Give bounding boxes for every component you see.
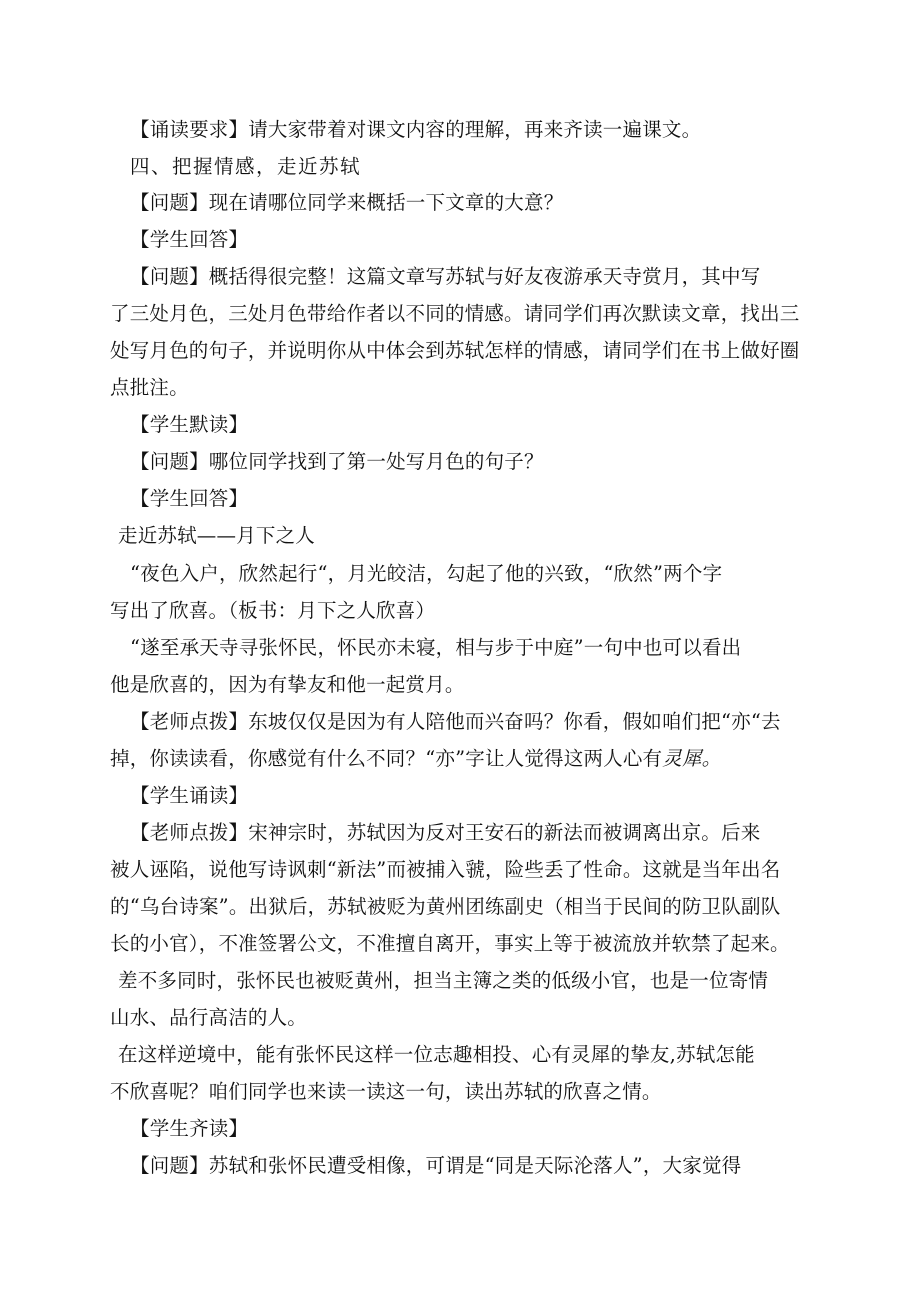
- section-heading: 四、把握情感，走近苏轼: [130, 155, 362, 178]
- paragraph-line: 【问题】现在请哪位同学来概括一下文章的大意？: [130, 191, 564, 214]
- paragraph-line: [110, 747, 721, 771]
- paragraph-line: “遂至承天寺寻张怀民，怀民亦未寝，相与步于中庭”一句中也可以看出: [130, 636, 742, 659]
- paragraph-line: 他是欣喜的，因为有挚友和他一起赏月。: [110, 673, 465, 696]
- paragraph-line: 差不多同时，张怀民也被贬黄州，担当主簿之类的低级小官，也是一位寄情: [118, 969, 769, 992]
- paragraph-line: 不欣喜呢？咱们同学也来读一读这一句，读出苏轼的欣喜之情。: [110, 1080, 662, 1103]
- paragraph-line: 【老师点拨】宋神宗时，苏轼因为反对王安石的新法而被调离出京。后来: [130, 821, 761, 844]
- paragraph-line: 【老师点拨】东坡仅仅是因为有人陪他而兴奋吗？你看，假如咱们把“亦“去: [130, 710, 781, 733]
- paragraph-line: 【学生齐读】: [130, 1117, 249, 1140]
- paragraph-line: 处写月色的句子，并说明你从中体会到苏轼怎样的情感，请同学们在书上做好圈: [110, 339, 800, 362]
- paragraph-line: 的“乌台诗案”。出狱后，苏轼被贬为黄州团练副史（相当于民间的防卫队副队: [110, 895, 781, 918]
- subheading-line: 走近苏轼——月下之人: [118, 524, 316, 547]
- paragraph-line: “夜色入户，欣然起行“，月光皎洁，勾起了他的兴致，“欣然”两个字: [130, 562, 723, 585]
- paragraph-line: 【问题】哪位同学找到了第一处写月色的句子？: [130, 450, 544, 473]
- paragraph-line: 【学生回答】: [130, 228, 249, 251]
- paragraph-line: 【学生诵读】: [130, 784, 249, 807]
- paragraph-line: 【学生默读】: [130, 413, 249, 436]
- paragraph-line-text: 掉，你读读看，你感觉有什么不同？“亦”字让人觉得这两人心有: [110, 747, 663, 770]
- reading-requirement-line: 【诵读要求】请大家带着对课文内容的理解，再来齐读一遍课文。: [130, 118, 702, 141]
- paragraph-line: 【问题】苏轼和张怀民遭受相像，可谓是“同是天际沦落人”，大家觉得: [130, 1154, 742, 1177]
- paragraph-line: 在这样逆境中，能有张怀民这样一位志趣相投、心有灵犀的挚友,苏轼怎能: [118, 1043, 755, 1066]
- paragraph-line: 写出了欣喜。（板书：月下之人欣喜）: [110, 599, 436, 622]
- paragraph-line: 【学生回答】: [130, 487, 249, 510]
- paragraph-line: 【问题】概括得很完整！这篇文章写苏轼与好友夜游承天寺赏月，其中写: [130, 265, 761, 288]
- paragraph-line: 山水、品行高洁的人。: [110, 1006, 308, 1029]
- paragraph-line: 长的小官），不准签署公文，不准擅自离开，事实上等于被流放并软禁了起来。: [110, 932, 790, 955]
- paragraph-line: 了三处月色，三处月色带给作者以不同的情感。请同学们再次默读文章，找出三: [110, 302, 800, 325]
- paragraph-line: 点批注。: [110, 376, 189, 399]
- italic-phrase: 灵犀。: [662, 747, 722, 770]
- paragraph-line: 被人诬陷，说他写诗讽刺“新法”而被捕入虢，险些丢了性命。这就是当年出名: [110, 858, 781, 881]
